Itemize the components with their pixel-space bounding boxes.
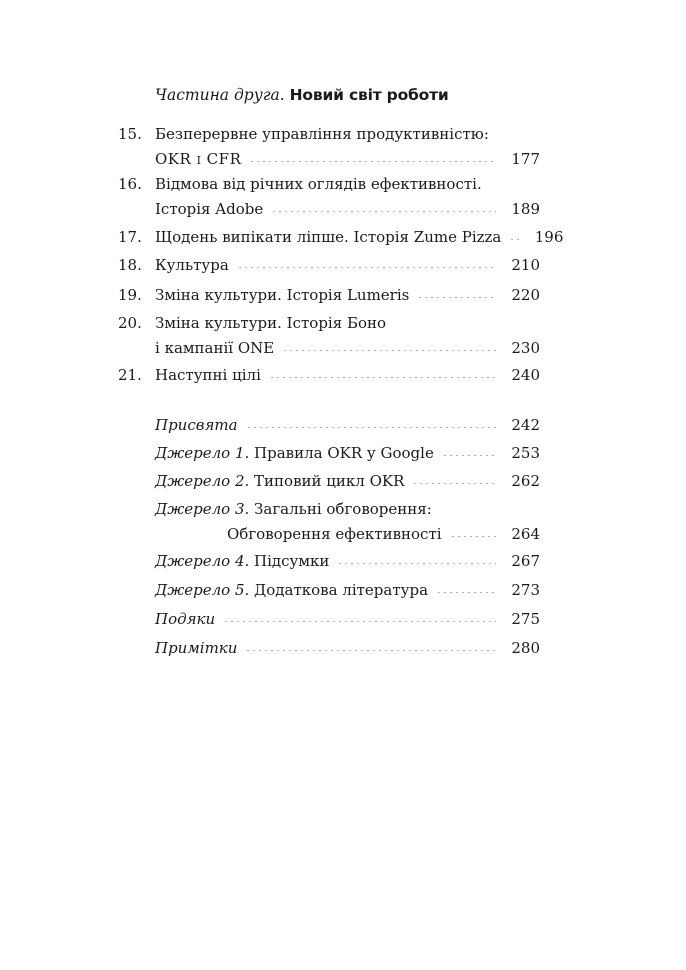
leader-dots [442,455,496,456]
leader-dots [509,239,519,240]
appendix-label: Примітки [155,639,238,657]
page-number: 253 [511,444,540,462]
page-number: 262 [511,472,540,490]
chapter-title-line2: і кампанії ONE [155,339,275,357]
chapter-title: Культура [155,256,229,274]
chapter-title: Щодень випікати ліпше. Історія Zume Pizza [155,228,502,246]
chapter-title-line1: Безперервне управління продуктивністю: [155,125,489,143]
leader-dots [271,211,496,212]
leader-dots [237,267,496,268]
appendix-label: Джерело 4. [155,552,250,570]
page-number: 177 [511,150,540,168]
page-number: 264 [511,525,540,543]
leader-dots [417,297,496,298]
leader-dots [436,592,496,593]
appendix-label: Присвята [155,416,238,434]
chapter-number: 16. [118,175,142,193]
appendix-title: Правила OKR у Google [249,444,434,462]
part-heading-title: Новий світ роботи [289,86,449,104]
chapter-number: 17. [118,228,142,246]
leader-dots [245,650,496,651]
chapter-number: 20. [118,314,142,332]
leader-dots [246,427,496,428]
leader-dots [337,563,496,564]
appendix-title: Типовий цикл OKR [249,472,405,490]
appendix-title-line2: Обговорення ефективності [227,525,442,543]
chapter-title: Наступні цілі [155,366,261,384]
page-number: 242 [511,416,540,434]
page-number: 273 [511,581,540,599]
chapter-number: 18. [118,256,142,274]
page-number: 230 [511,339,540,357]
leader-dots [249,161,496,162]
chapter-number: 21. [118,366,142,384]
chapter-title: Зміна культури. Історія Lumeris [155,286,410,304]
page-number: 210 [511,256,540,274]
page-number: 240 [511,366,540,384]
leader-dots [282,350,496,351]
appendix-label: Джерело 1. [155,444,250,462]
page-number: 220 [511,286,540,304]
appendix-label: Джерело 3. [155,500,250,518]
leader-dots [223,621,496,622]
page-number: 267 [511,552,540,570]
appendix-label: Подяки [155,610,216,628]
appendix-label: Джерело 5. [155,581,250,599]
chapter-title-line1: Зміна культури. Історія Боно [155,314,387,332]
appendix-title-line1: Загальні обговорення: [249,500,432,518]
page-number: 275 [511,610,540,628]
chapter-title-line2: Історія Adobe [155,200,264,218]
leader-dots [412,483,496,484]
chapter-number: 19. [118,286,142,304]
appendix-title: Підсумки [249,552,330,570]
leader-dots [450,536,496,537]
page-number: 196 [534,228,564,246]
chapter-title-line2: OKR і CFR [155,150,242,168]
page-number: 280 [511,639,540,657]
chapter-title-line1: Відмова від річних оглядів ефективності. [155,175,482,193]
part-heading-italic: Частина друга. [155,86,285,104]
appendix-label: Джерело 2. [155,472,250,490]
leader-dots [269,377,496,378]
part-heading [155,86,449,104]
chapter-number: 15. [118,125,142,143]
appendix-title: Додаткова література [249,581,429,599]
page-number: 189 [511,200,540,218]
